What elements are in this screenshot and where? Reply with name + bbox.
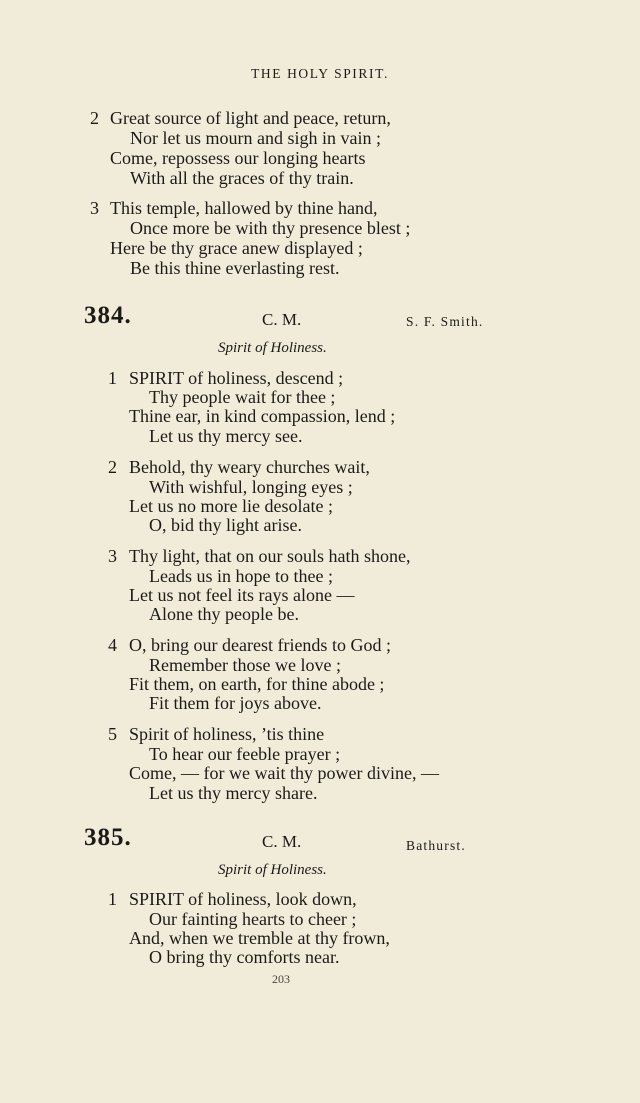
verse-line: Let us thy mercy share. <box>149 783 318 803</box>
hymn-author: Bathurst. <box>406 838 466 853</box>
verse-line: Great source of light and peace, return, <box>110 108 391 128</box>
verse-line: Nor let us mourn and sigh in vain ; <box>130 128 381 148</box>
verse-line: Thy people wait for thee ; <box>149 387 336 407</box>
hymn-subtitle: Spirit of Holiness. <box>218 340 327 356</box>
page-header: THE HOLY SPIRIT. <box>251 66 389 81</box>
verse-line: O, bid thy light arise. <box>149 515 302 535</box>
verse-line: Behold, thy weary churches wait, <box>129 457 370 477</box>
hymn-subtitle: Spirit of Holiness. <box>218 862 327 878</box>
verse-line: Come, repossess our longing hearts <box>110 148 366 168</box>
verse-number: 1 <box>108 368 117 388</box>
verse-line: With all the graces of thy train. <box>130 168 354 188</box>
verse-line: Let us not feel its rays alone — <box>129 585 355 605</box>
verse-line: Be this thine everlasting rest. <box>130 258 340 278</box>
verse-number: 2 <box>108 457 117 477</box>
verse-line: Leads us in hope to thee ; <box>149 566 333 586</box>
hymn-meter: C. M. <box>262 310 302 329</box>
verse-line: Remember those we love ; <box>149 655 341 675</box>
verse-line: O, bring our dearest friends to God ; <box>129 635 391 655</box>
verse-line: This temple, hallowed by thine hand, <box>110 198 378 218</box>
verse-line: Come, — for we wait thy power divine, — <box>129 763 439 783</box>
verse-number: 3 <box>90 198 99 218</box>
verse-line: Alone thy people be. <box>149 604 299 624</box>
verse-line: Let us no more lie desolate ; <box>129 496 333 516</box>
verse-line: SPIRIT of holiness, look down, <box>129 889 357 909</box>
verse-line: Our fainting hearts to cheer ; <box>149 909 357 929</box>
page-number: 203 <box>272 972 290 986</box>
verse-line: Thine ear, in kind compassion, lend ; <box>129 406 396 426</box>
verse-line: SPIRIT of holiness, descend ; <box>129 368 344 388</box>
verse-line: Fit them, on earth, for thine abode ; <box>129 674 385 694</box>
verse-number: 5 <box>108 724 117 744</box>
hymn-meter: C. M. <box>262 832 302 851</box>
hymn-number: 384. <box>84 302 132 329</box>
hymn-author: S. F. Smith. <box>406 314 484 329</box>
verse-number: 1 <box>108 889 117 909</box>
verse-line: With wishful, longing eyes ; <box>149 477 353 497</box>
verse-line: Thy light, that on our souls hath shone, <box>129 546 411 566</box>
verse-number: 3 <box>108 546 117 566</box>
verse-line: Here be thy grace anew displayed ; <box>110 238 363 258</box>
verse-number: 4 <box>108 635 117 655</box>
verse-line: Fit them for joys above. <box>149 693 322 713</box>
verse-number: 2 <box>90 108 99 128</box>
verse-line: Once more be with thy presence blest ; <box>130 218 411 238</box>
verse-line: O bring thy comforts near. <box>149 947 340 967</box>
verse-line: Let us thy mercy see. <box>149 426 303 446</box>
hymn-number: 385. <box>84 824 132 851</box>
verse-line: And, when we tremble at thy frown, <box>129 928 390 948</box>
verse-line: Spirit of holiness, ’tis thine <box>129 724 325 744</box>
verse-line: To hear our feeble prayer ; <box>149 744 341 764</box>
